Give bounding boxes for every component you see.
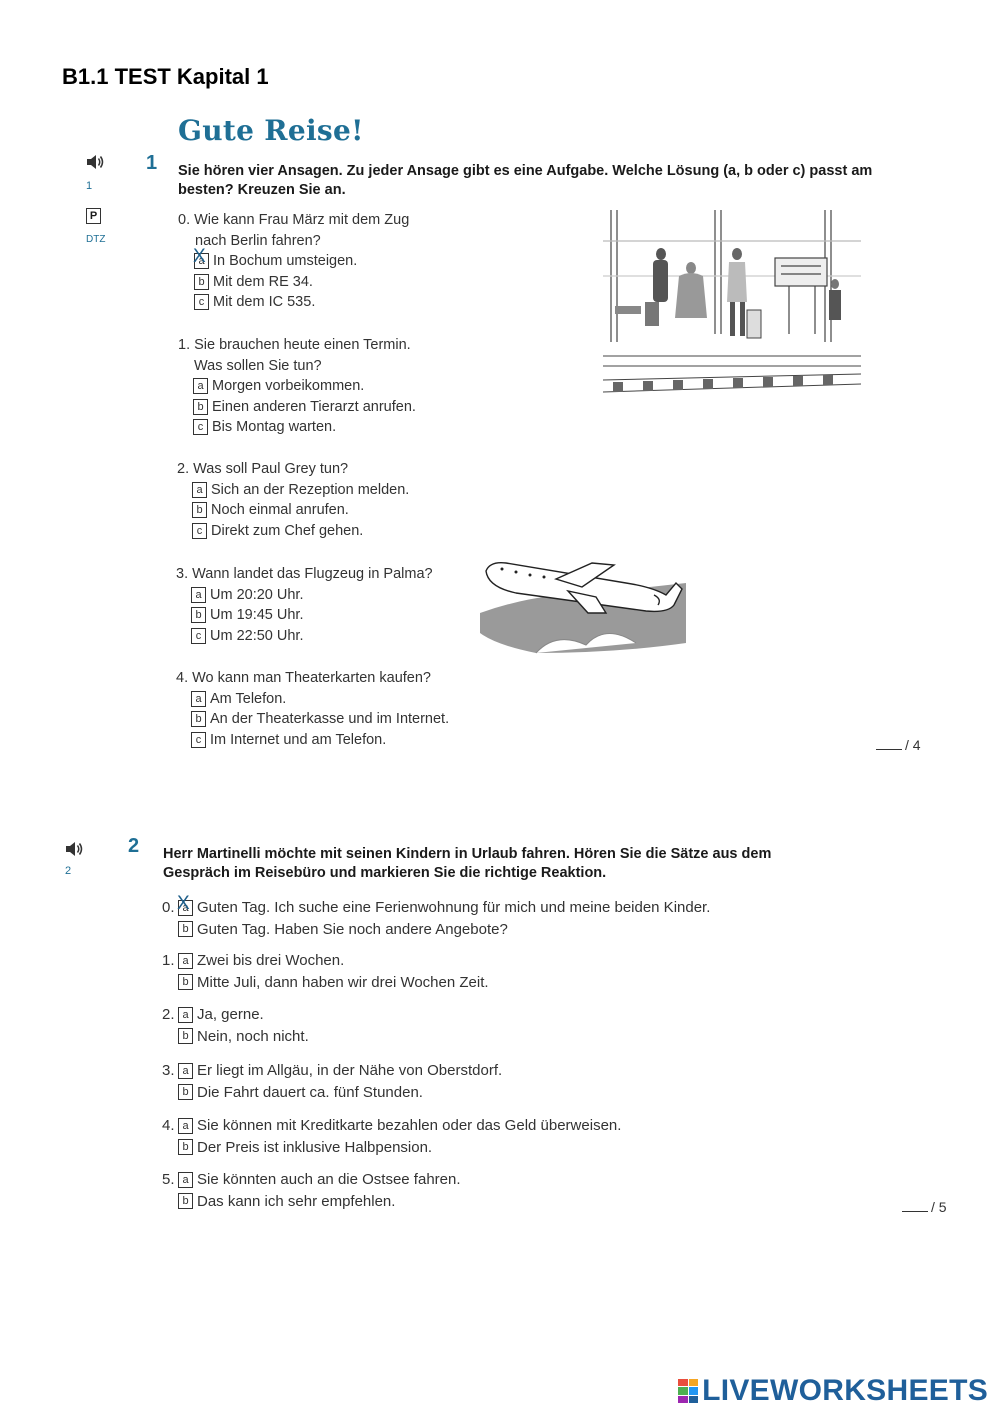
checkbox-a[interactable]: a [193, 378, 208, 394]
checkbox-b[interactable]: b [178, 1193, 193, 1209]
checkbox-b[interactable]: b [193, 399, 208, 415]
option-c[interactable] [176, 626, 433, 647]
item-number: 5. [162, 1171, 175, 1188]
option-b[interactable] [178, 272, 409, 293]
audio-speaker-icon[interactable] [64, 840, 84, 858]
option-text: Guten Tag. Ich suche eine Ferienwohnung für mich und meine beiden Kinder. [197, 899, 711, 916]
instruction-line: Gespräch im Reisebüro und markieren Sie die richtige Reaktion. [163, 865, 607, 881]
liveworksheets-logo-icon [678, 1379, 698, 1403]
option-text: Ja, gerne. [197, 1006, 264, 1023]
option-text: Im Internet und am Telefon. [210, 731, 387, 748]
score-total: / 5 [931, 1199, 947, 1215]
option-text: An der Theaterkasse und im Internet. [210, 711, 450, 727]
checkbox-c[interactable]: c [192, 523, 207, 539]
airplane-illustration [476, 553, 688, 670]
option-text: Um 19:45 Uhr. [210, 607, 304, 623]
option-text: Nein, noch nicht. [197, 1027, 309, 1045]
option-text: Einen anderen Tierarzt anrufen. [212, 398, 416, 415]
dtz-label: DTZ [86, 234, 106, 245]
option-text: Zwei bis drei Wochen. [197, 952, 345, 969]
score-field[interactable] [902, 1199, 947, 1215]
checkbox-a[interactable]: a [178, 1007, 193, 1023]
option-b[interactable] [162, 919, 710, 941]
checkbox-b[interactable]: b [178, 974, 193, 990]
option-text: Mit dem IC 535. [213, 294, 316, 310]
option-text: Mit dem RE 34. [213, 273, 313, 290]
section-title: Gute Reise! [178, 114, 364, 147]
instruction-line: Sie hören vier Ansagen. Zu jeder Ansage gibt es eine Aufgabe. Welche Lösung (a, b oder c) passt am [178, 163, 873, 179]
option-b[interactable] [162, 972, 489, 994]
question-stem: 2. Was soll Paul Grey tun? [177, 461, 349, 477]
checkbox-c[interactable]: c [191, 628, 206, 644]
option-a[interactable] [162, 1060, 502, 1082]
question-stem: 3. Wann landet das Flugzeug in Palma? [176, 566, 433, 582]
checkbox-b[interactable]: b [178, 1139, 193, 1155]
train-station-illustration [603, 206, 861, 406]
option-text: Um 22:50 Uhr. [210, 627, 304, 644]
item-number: 4. [162, 1117, 175, 1134]
reaction-item-0 [162, 897, 710, 940]
checkbox-b[interactable]: b [178, 1084, 193, 1100]
option-c[interactable] [177, 521, 409, 542]
p-badge: P [86, 208, 101, 224]
option-b[interactable] [162, 1137, 621, 1159]
exercise-number: 2 [128, 835, 140, 857]
option-b[interactable] [162, 1191, 461, 1213]
checkbox-a[interactable]: a X [194, 253, 209, 269]
checkbox-c[interactable]: c [191, 732, 206, 748]
option-text: In Bochum umsteigen. [213, 253, 358, 269]
checkbox-a[interactable]: a X [178, 900, 193, 916]
option-text: Sie können mit Kreditkarte bezahlen oder das Geld überweisen. [197, 1117, 622, 1134]
question-stem: 0. Wie kann Frau März mit dem Zug [178, 212, 410, 228]
reaction-item-3 [162, 1060, 502, 1103]
instruction-line: besten? Kreuzen Sie an. [178, 182, 346, 198]
item-number: 3. [162, 1062, 175, 1079]
reaction-item-5 [162, 1169, 461, 1212]
option-b[interactable] [178, 397, 416, 418]
option-a[interactable] [162, 1115, 621, 1137]
checkbox-c[interactable]: c [194, 294, 209, 310]
question-4 [176, 668, 449, 750]
checkbox-b[interactable]: b [178, 921, 193, 937]
option-b[interactable] [176, 709, 449, 730]
option-text: Der Preis ist inklusive Halbpension. [197, 1138, 433, 1156]
item-number: 1. [162, 952, 175, 969]
option-text: Sie könnten auch an die Ostsee fahren. [197, 1171, 461, 1188]
option-a[interactable] [177, 480, 409, 501]
question-1 [178, 335, 416, 438]
reaction-item-2 [162, 1004, 309, 1047]
option-text: Er liegt im Allgäu, in der Nähe von Oberstdorf. [197, 1062, 503, 1079]
checkbox-b[interactable]: b [194, 274, 209, 290]
question-2 [177, 459, 409, 541]
option-a[interactable] [162, 1004, 309, 1026]
question-3 [176, 564, 433, 646]
checkbox-b[interactable]: b [178, 1028, 193, 1044]
option-text: Mitte Juli, dann haben wir drei Wochen Zeit. [197, 973, 489, 991]
option-text: Noch einmal anrufen. [211, 502, 349, 518]
option-text: Direkt zum Chef gehen. [211, 522, 364, 539]
item-number: 0. [162, 899, 175, 916]
reaction-item-4 [162, 1115, 621, 1158]
option-c[interactable] [178, 417, 416, 438]
question-stem: 1. Sie brauchen heute einen Termin. [178, 337, 411, 353]
score-total: / 4 [905, 737, 921, 753]
checkbox-b[interactable]: b [192, 502, 207, 518]
checkbox-a[interactable]: a [178, 1063, 193, 1079]
document-title: B1.1 TEST Kapital 1 [62, 64, 269, 89]
option-a[interactable] [162, 1169, 461, 1191]
question-stem: nach Berlin fahren? [195, 232, 321, 249]
checkbox-a[interactable]: a [191, 587, 206, 603]
item-number: 2. [162, 1006, 175, 1023]
option-text: Das kann ich sehr empfehlen. [197, 1192, 396, 1210]
option-a[interactable] [178, 251, 409, 272]
question-0 [178, 210, 409, 313]
checkbox-a[interactable]: a [192, 482, 207, 498]
brand-text: LIVEWORKSHEETS [702, 1374, 988, 1407]
audio-speaker-icon[interactable] [85, 153, 105, 171]
option-b[interactable] [177, 500, 409, 521]
checkbox-b[interactable]: b [191, 607, 206, 623]
checkbox-a[interactable]: a [178, 953, 193, 969]
option-b[interactable] [162, 1082, 502, 1104]
audio-track-number: 1 [86, 180, 93, 192]
checkbox-a[interactable]: a [178, 1172, 193, 1188]
option-text: Um 20:20 Uhr. [210, 586, 304, 603]
exercise-number: 1 [146, 152, 158, 174]
option-c[interactable] [178, 292, 409, 313]
option-text: Die Fahrt dauert ca. fünf Stunden. [197, 1083, 423, 1101]
exercise-instruction [163, 845, 883, 883]
instruction-line: Herr Martinelli möchte mit seinen Kindern in Urlaub fahren. Hören Sie die Sätze aus dem [163, 846, 772, 862]
score-field[interactable] [876, 737, 921, 753]
option-a[interactable] [176, 689, 449, 710]
option-text: Morgen vorbeikommen. [212, 378, 365, 394]
liveworksheets-brand [678, 1374, 988, 1408]
question-stem: Was sollen Sie tun? [194, 357, 322, 374]
option-text: Guten Tag. Haben Sie noch andere Angebote? [197, 920, 508, 938]
checkbox-c[interactable]: c [193, 419, 208, 435]
option-a[interactable] [176, 585, 433, 606]
option-b[interactable] [162, 1026, 309, 1048]
option-text: Bis Montag warten. [212, 419, 337, 435]
option-c[interactable] [176, 730, 449, 751]
checkbox-b[interactable]: b [191, 711, 206, 727]
checkbox-a[interactable]: a [178, 1118, 193, 1134]
option-text: Sich an der Rezeption melden. [211, 481, 410, 498]
option-a[interactable] [162, 897, 710, 919]
option-a[interactable] [162, 950, 489, 972]
checkbox-a[interactable]: a [191, 691, 206, 707]
exercise-instruction [178, 162, 938, 200]
reaction-item-1 [162, 950, 489, 993]
option-b[interactable] [176, 605, 433, 626]
option-text: Am Telefon. [210, 690, 287, 707]
option-a[interactable] [178, 376, 416, 397]
audio-track-number: 2 [65, 865, 72, 877]
question-stem: 4. Wo kann man Theaterkarten kaufen? [176, 670, 431, 686]
